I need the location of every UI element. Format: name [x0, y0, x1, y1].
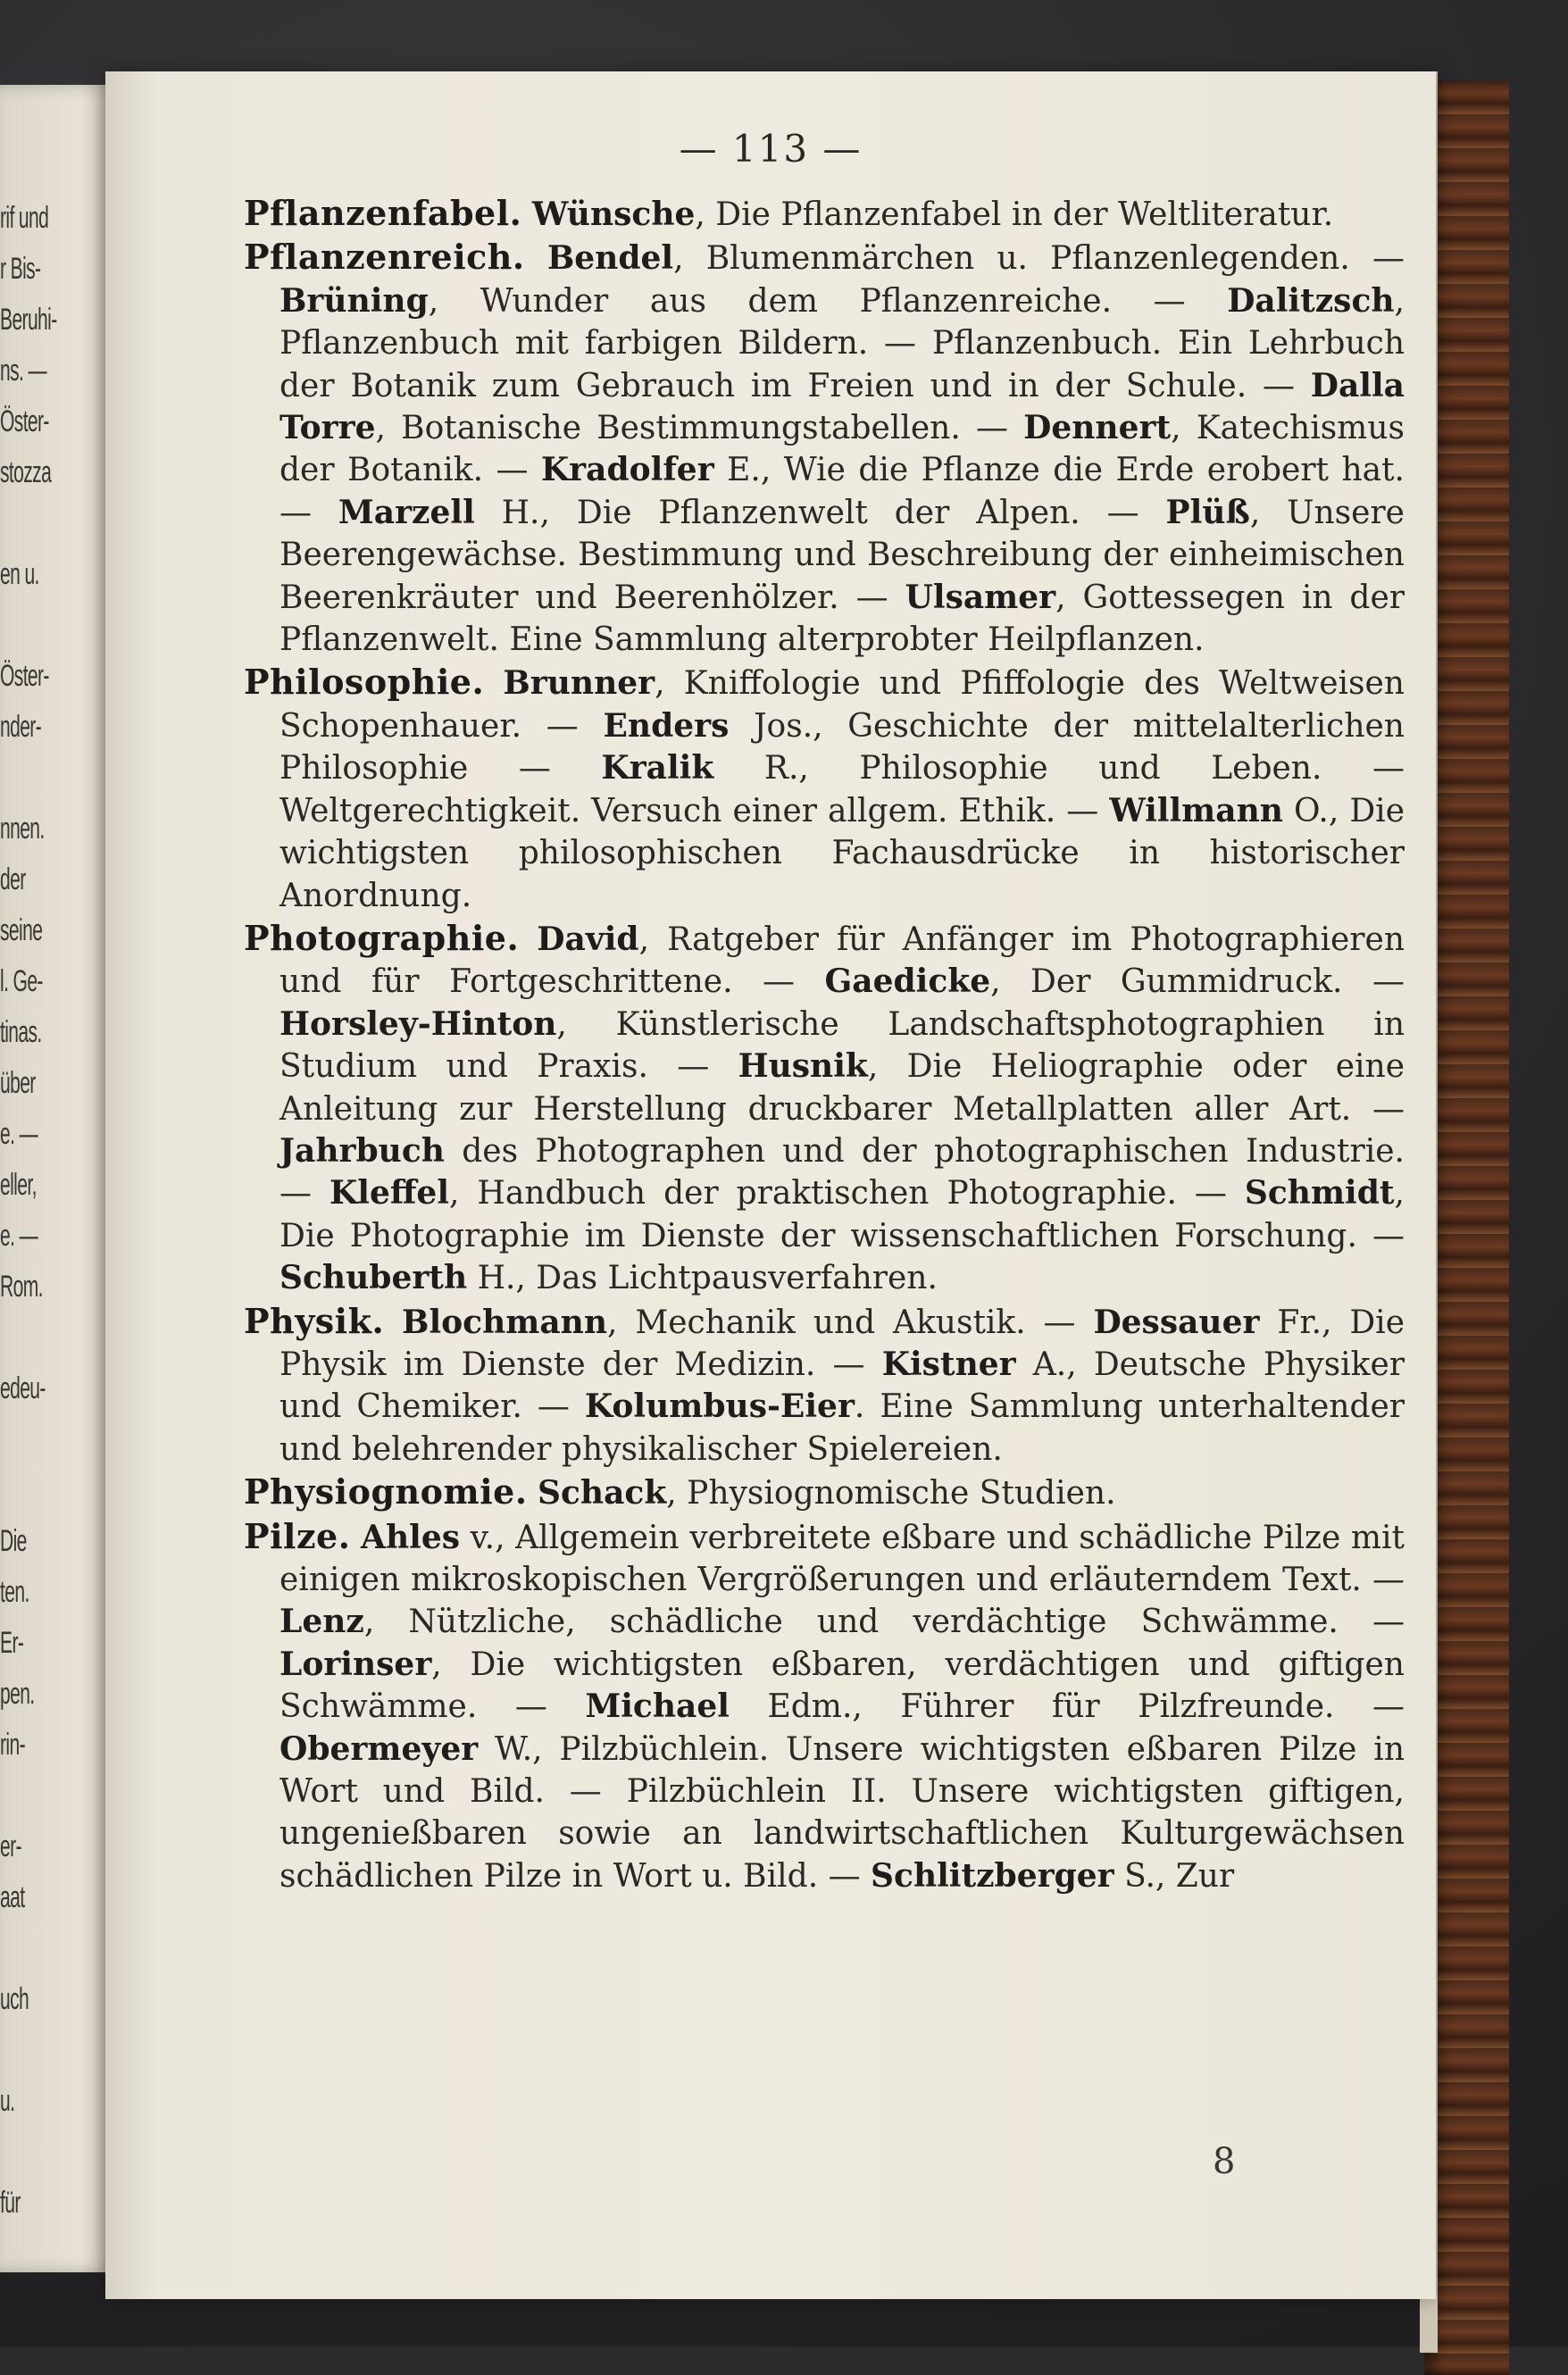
entry-title-text: , Blumenmärchen u. Pflanzenlegenden. — [673, 240, 1405, 278]
entry-title-text: H., Die Pflanzenwelt der Alpen. — [474, 494, 1166, 531]
entry-title-text: , Die wichtigsten eßbaren, verdächtigen und giftigen Schwämme. — [279, 1646, 1405, 1726]
index-entry [244, 1515, 1405, 1898]
entry-title-text: , Der Gummidruck. — [990, 963, 1405, 1001]
previous-page-text-fragment: er- [0, 1829, 21, 1863]
previous-page-text-fragment: l. Ge- [0, 964, 43, 998]
entry-author: Wünsche [531, 196, 696, 233]
entry-heading: Pflanzenfabel. [244, 193, 522, 233]
entry-author: Schack [538, 1474, 667, 1512]
previous-page-text-fragment: über [0, 1066, 36, 1100]
entry-title-text: v., Allgemein verbreitete eßbare und schädliche Pilze mit einigen mikroskopischen Vergrößerungen und erläuterndem Text. — [279, 1519, 1405, 1598]
entry-author: Kradolfer [540, 451, 714, 489]
index-entry [244, 236, 1405, 661]
entry-author: Willmann [1109, 791, 1283, 829]
index-entry [244, 917, 1405, 1300]
page-number: — 113 — [679, 127, 863, 171]
previous-page-text-fragment: pen. [0, 1677, 35, 1711]
entry-author: Schmidt [1244, 1174, 1395, 1212]
index-entry [244, 1300, 1405, 1471]
entry-title-text: R., Philosophie und Leben. — Weltgerechtigkeit. Versuch einer allgem. Ethik. — [279, 750, 1405, 829]
entry-title-text: Fr., Die Physik im Dienste der Medizin. — [279, 1304, 1405, 1383]
previous-page-text-fragment: rif und [0, 201, 49, 235]
previous-page-text-fragment: für [0, 2186, 21, 2220]
entry-title-text: , Botanische Bestimmungstabellen. — [375, 410, 1024, 447]
entry-author: Schuberth [279, 1259, 468, 1297]
entry-title-text: , Mechanik und Akustik. — [607, 1304, 1094, 1341]
previous-page-text-fragment: e. — [0, 1117, 38, 1151]
previous-page-text-fragment: tinas. [0, 1015, 42, 1049]
previous-page-text-fragment: seine [0, 913, 43, 947]
entry-title-text: , Die Heliographie oder eine Anleitung zur Herstellung druckbarer Metallplatten aller Art. — [279, 1048, 1405, 1128]
entry-heading: Physiognomie. [244, 1471, 528, 1512]
entry-author: Brüning [279, 281, 429, 320]
entry-title-text: W., Pilzbüchlein. Unsere wichtigsten eßbaren Pilze in Wort und Bild. — Pilzbüchlein II. Unsere wichtigsten giftigen, ungenießbaren sowie an landwirtschaftlichen Kulturgewächsen schädlichen Pilze in Wort u. Bild. — [279, 1730, 1405, 1895]
entry-author: Lorinser [279, 1645, 432, 1683]
entry-title-text: , Wunder aus dem Pflanzenreiche. — [428, 282, 1228, 320]
entry-heading: Pflanzenreich. [244, 237, 525, 278]
entry-title-text: des Photographen und der photographischen Industrie. — [279, 1132, 1405, 1212]
previous-page-text-fragment: der [0, 862, 26, 896]
entry-author: Plüß [1165, 493, 1250, 531]
entry-heading: Photographie. [244, 917, 520, 958]
entry-author: Kolumbus-Eier [584, 1388, 855, 1426]
previous-page-edge [0, 85, 114, 2272]
entry-author: Schlitzberger [871, 1856, 1114, 1895]
entry-author: Lenz [279, 1603, 364, 1641]
entry-author: Horsley-Hinton [279, 1004, 557, 1043]
previous-page-text-fragment: e. — [0, 1219, 38, 1253]
previous-page-text-fragment: edeu- [0, 1371, 46, 1405]
entry-author: Dennert [1023, 409, 1172, 447]
entry-title-text: A., Deutsche Physiker und Chemiker. — [279, 1346, 1405, 1426]
entry-author: Jahrbuch [279, 1131, 445, 1170]
entry-title-text: , Künstlerische Landschaftsphotographien in Studium und Praxis. — [279, 1005, 1405, 1086]
entry-author: Husnik [738, 1047, 868, 1086]
entry-title-text: . Eine Sammlung unterhaltender und belehrender physikalischer Spielereien. [279, 1388, 1405, 1468]
entry-title-text: Jos., Geschichte der mittelalterlichen Philosophie — [279, 707, 1405, 788]
entry-author: Dalitzsch [1227, 281, 1395, 320]
entry-author: Brunner [503, 664, 655, 703]
entry-title-text: , Unsere Beerengewächse. Bestimmung und Beschreibung der einheimischen Beerenkräuter und Beerenhölzer. — [279, 494, 1405, 616]
previous-page-text-fragment: Die [0, 1524, 27, 1558]
entry-author: Kistner [881, 1345, 1016, 1383]
previous-page-text-fragment: u. [0, 2084, 15, 2118]
entry-heading: Pilze. [244, 1515, 351, 1556]
entry-heading: Philosophie. [244, 662, 485, 703]
previous-page-text-fragment: rin- [0, 1728, 25, 1762]
entry-title-text: H., Das Lichtpausverfahren. [467, 1260, 938, 1297]
entry-title-text: , Nützliche, schädliche und verdächtige Schwämme. — [363, 1604, 1405, 1641]
entry-author: Bendel [546, 239, 674, 278]
entry-title-text: , Kniffologie und Pfiffologie des Weltweisen Schopenhauer. — [279, 665, 1405, 745]
entry-title-text: S., Zur [1113, 1857, 1235, 1895]
entry-author: Dessauer [1093, 1303, 1260, 1341]
entry-title-text: O., Die wichtigsten philosophischen Fachausdrücke in historischer Anordnung. [279, 792, 1405, 914]
previous-page-text-fragment: en u. [0, 557, 39, 591]
entry-author: Michael [585, 1688, 730, 1726]
entry-title-text: , Die Photographie im Dienste der wissenschaftlichen Forschung. — [279, 1175, 1405, 1254]
previous-page-text-fragment: Öster- [0, 659, 49, 693]
previous-page-text-fragment: aat [0, 1880, 25, 1914]
entry-title-text: , Gottessegen in der Pflanzenwelt. Eine Sammlung alterprobter Heilpflanzen. [279, 579, 1405, 659]
signature-mark: 8 [1213, 2141, 1236, 2182]
entry-author: Ulsamer [905, 578, 1056, 616]
entry-author: Obermeyer [279, 1729, 479, 1768]
entry-author: Gaedicke [824, 962, 991, 1001]
entry-author: David [537, 920, 639, 958]
index-entry [244, 1471, 1405, 1514]
entry-title-text: , Die Pflanzenfabel in der Weltliteratur. [695, 196, 1334, 233]
entry-author: Marzell [338, 493, 475, 531]
previous-page-text-fragment: nnen. [0, 812, 45, 846]
entry-title-text: , Ratgeber für Anfänger im Photographieren und für Fortgeschrittene. — [279, 921, 1405, 1001]
entry-author: Ahles [361, 1518, 460, 1556]
entry-author: Kleffel [329, 1174, 449, 1212]
previous-page-text-fragment: eller, [0, 1168, 37, 1202]
entry-title-text: , Handbuch der praktischen Photographie. — [449, 1175, 1245, 1212]
entry-title-text: E., Wie die Pflanze die Erde erobert hat. — [279, 452, 1405, 531]
previous-page-text-fragment: r Bis- [0, 252, 41, 286]
entry-author: Enders [603, 706, 730, 745]
index-entry [244, 192, 1405, 236]
entry-author: Dalla Torre [279, 366, 1405, 447]
entry-author: Kralik [601, 749, 714, 788]
previous-page-text-fragment: nder- [0, 710, 42, 744]
index-entries [244, 192, 1405, 1897]
entry-title-text: , Physiognomische Studien. [666, 1475, 1116, 1512]
entry-heading: Physik. [244, 1300, 385, 1341]
previous-page-text-fragment: stozza [0, 455, 52, 489]
previous-page-text-fragment: uch [0, 1982, 29, 2016]
index-entry [244, 661, 1405, 916]
entry-author: Blochmann [402, 1303, 608, 1341]
previous-page-text-fragment: ns. — [0, 354, 46, 388]
entry-title-text: , Pflanzenbuch mit farbigen Bildern. — Pflanzenbuch. Ein Lehrbuch der Botanik zum Gebrauch im Freien und in der Schule. — [279, 282, 1405, 404]
previous-page-text-fragment: Er- [0, 1626, 24, 1660]
previous-page-text-fragment: Beruhi- [0, 303, 57, 337]
entry-title-text: Edm., Führer für Pilzfreunde. — [729, 1688, 1405, 1726]
previous-page-text-fragment: Öster- [0, 404, 49, 438]
book-page [105, 71, 1436, 2299]
previous-page-text-fragment: ten. [0, 1575, 29, 1609]
previous-page-text-fragment: Rom. [0, 1270, 43, 1304]
entry-title-text: , Katechismus der Botanik. — [279, 410, 1405, 489]
